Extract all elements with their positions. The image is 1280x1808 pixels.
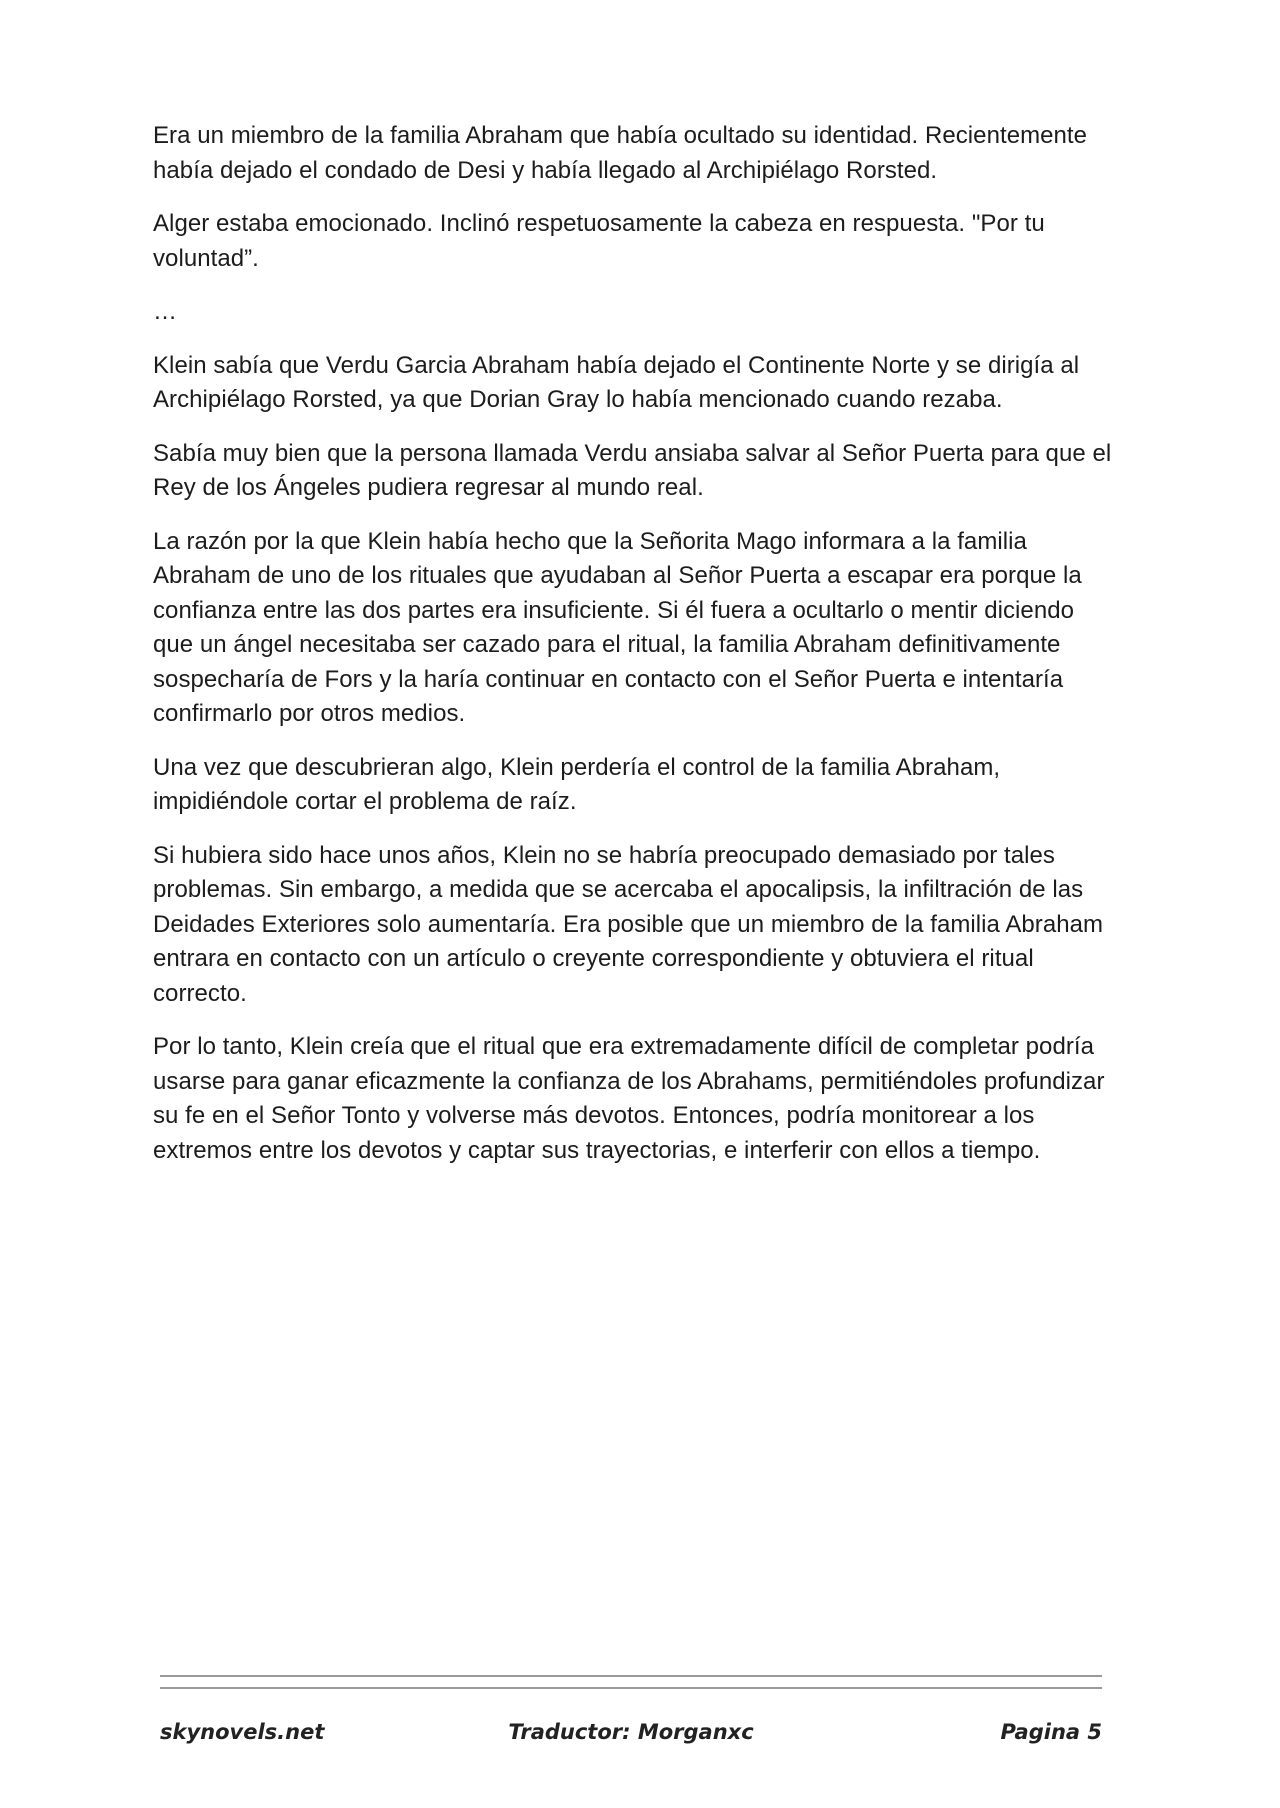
body-text xyxy=(153,119,1113,1187)
footer-rule-bottom xyxy=(160,1687,1102,1689)
footer-page-number: Pagina 5 xyxy=(1000,1720,1102,1744)
scene-break-ellipsis: … xyxy=(153,298,178,325)
footer-site: skynovels.net xyxy=(160,1720,325,1744)
paragraph: Sabía muy bien que la persona llamada Verdu ansiaba salvar al Señor Puerta para que el Rey de los Ángeles pudiera regresar al mundo real. xyxy=(153,439,1112,501)
footer-translator: Traductor: Morganxc xyxy=(508,1720,754,1744)
paragraph: Una vez que descubrieran algo, Klein perdería el control de la familia Abraham, impidiéndole cortar el problema de raíz. xyxy=(153,753,1001,815)
footer-divider xyxy=(160,1675,1102,1689)
paragraph: La razón por la que Klein había hecho que la Señorita Mago informara a la familia Abraham de uno de los rituales que ayudaban al Señor Puerta a escapar era porque la confianza entre las dos partes era insuficiente. Si él fuera a ocultarlo o mentir diciendo que un ángel necesitaba ser cazado para el ritual, la familia Abraham definitivamente sospecharía de Fors y la haría continuar en contacto con el Señor Puerta e intentaría confirmarlo por otros medios. xyxy=(153,527,1082,727)
paragraph: Por lo tanto, Klein creía que el ritual que era extremadamente difícil de completar podría usarse para ganar eficazmente la confianza de los Abrahams, permitiéndoles profundizar su fe en el Señor Tonto y volverse más devotos. Entonces, podría monitorear a los extremos entre los devotos y captar sus trayectorias, e interferir con ellos a tiempo. xyxy=(153,1033,1105,1164)
paragraph: Si hubiera sido hace unos años, Klein no se habría preocupado demasiado por tales problemas. Sin embargo, a medida que se acercaba el apocalipsis, la infiltración de las Deidades Exteriores solo aumentaría. Era posible que un miembro de la familia Abraham entrara en contacto con un artículo o creyente correspondiente y obtuviera el ritual correcto. xyxy=(153,841,1104,1007)
page-footer xyxy=(160,1720,1102,1750)
paragraph: Alger estaba emocionado. Inclinó respetuosamente la cabeza en respuesta. "Por tu voluntad”. xyxy=(153,210,1045,272)
paragraph: Klein sabía que Verdu Garcia Abraham había dejado el Continente Norte y se dirigía al Archipiélago Rorsted, ya que Dorian Gray lo había mencionado cuando rezaba. xyxy=(153,351,1080,413)
footer-rule-top xyxy=(160,1675,1102,1677)
paragraph: Era un miembro de la familia Abraham que había ocultado su identidad. Recientemente había dejado el condado de Desi y había llegado al Archipiélago Rorsted. xyxy=(153,122,1088,184)
